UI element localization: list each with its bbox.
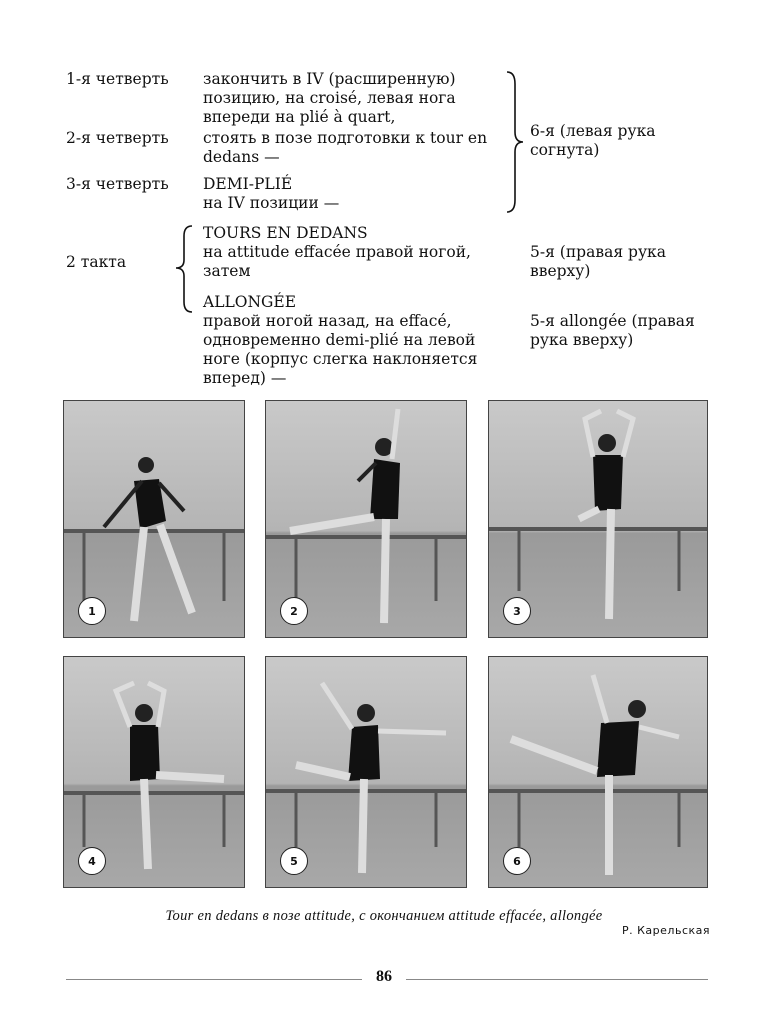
left-brace [172,224,194,314]
photo-1 [63,400,245,638]
label-two-bars: 2 такта [66,253,127,271]
instruction-line: позицию, на croisé, левая нога [203,89,456,107]
instruction-line: на IV позиции — [203,194,340,212]
label-quarter-3: 3-я четверть [66,175,169,193]
photo-number-badge: 3 [503,597,531,625]
photo-number-badge: 4 [78,847,106,875]
arm-position-line: вверху) [530,262,591,280]
label-quarter-1: 1-я четверть [66,70,169,88]
photo-6 [488,656,708,888]
instruction-line: правой ногой назад, на effacé, [203,312,452,330]
instruction-line: закончить в IV (расширенную) [203,70,456,88]
instruction-line: на attitude effacée правой ногой, [203,243,471,261]
photo-number-badge: 2 [280,597,308,625]
instruction-line: ноге (корпус слегка наклоняется [203,350,478,368]
instruction-line: DEMI-PLIÉ [203,175,293,193]
instruction-line: TOURS EN DEDANS [203,224,368,242]
photo-number-badge: 1 [78,597,106,625]
arm-position-line: рука вверху) [530,331,634,349]
figure-caption: Tour en dedans в позе attitude, с окончанием attitude effacée, allongée [165,908,603,924]
instruction-line: одновременно demi-plié на левой [203,331,476,349]
instruction-line: вперед) — [203,369,287,387]
photo-number-badge: 6 [503,847,531,875]
instruction-line: ALLONGÉE [203,293,297,311]
right-brace [505,70,527,215]
label-quarter-2: 2-я четверть [66,129,169,147]
arm-position-line: 6-я (левая рука [530,122,656,140]
arm-position-line: 5-я (правая рука [530,243,666,261]
photo-number-badge: 5 [280,847,308,875]
instruction-line: затем [203,262,251,280]
arm-position-line: согнута) [530,141,600,159]
instruction-line: впереди на plié à quart, [203,108,396,126]
photo-5 [265,656,467,888]
photo-credit: Р. Карельская [622,924,710,937]
arm-position-line: 5-я allongée (правая [530,312,695,330]
photo-3 [488,400,708,638]
instruction-line: стоять в позе подготовки к tour en [203,129,488,147]
photo-2 [265,400,467,638]
page-number: 86 [376,968,392,985]
photo-4 [63,656,245,888]
instruction-line: dedans — [203,148,280,166]
